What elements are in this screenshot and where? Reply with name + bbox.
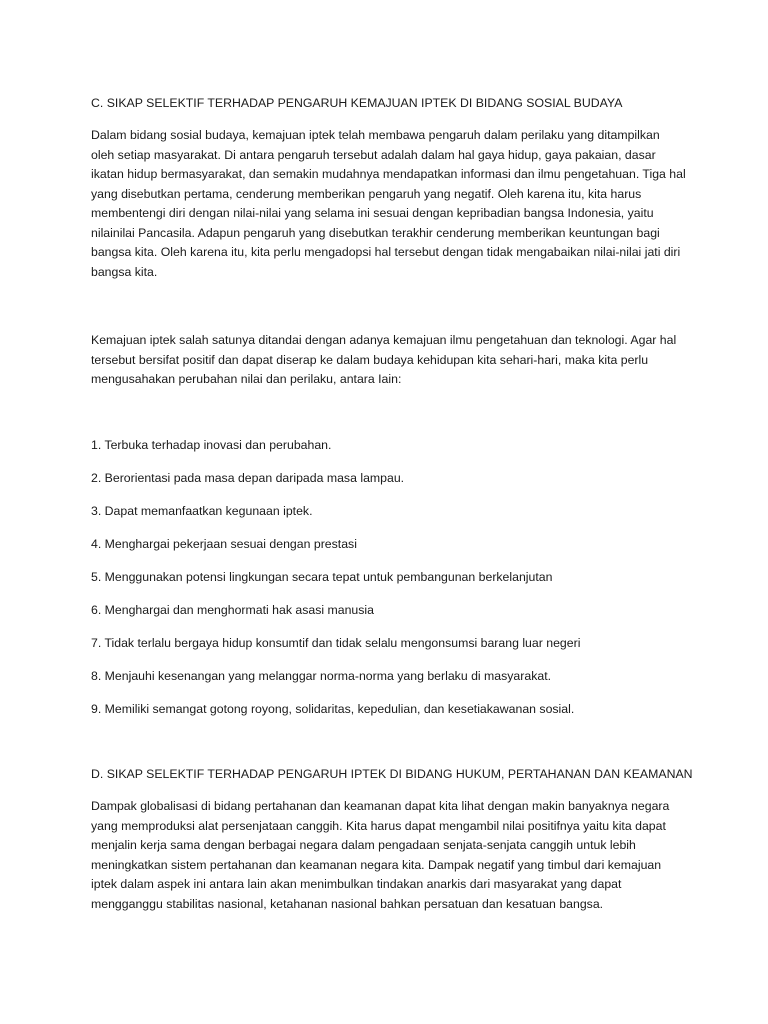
list-item: 7. Tidak terlalu bergaya hidup konsumtif dan tidak selalu mengonsumsi barang luar negeri xyxy=(91,636,581,650)
section-d-heading: D. SIKAP SELEKTIF TERHADAP PENGARUH IPTEK DI BIDANG HUKUM, PERTAHANAN DAN KEAMANAN xyxy=(91,767,693,781)
list-item: 1. Terbuka terhadap inovasi dan perubahan. xyxy=(91,438,332,452)
list-item: 6. Menghargai dan menghormati hak asasi manusia xyxy=(91,603,374,617)
section-c-paragraph-1: Dalam bidang sosial budaya, kemajuan iptek telah membawa pengaruh dalam perilaku yang ditampilkan oleh setiap masyarakat. Di antara pengaruh tersebut adalah dalam hal gaya hidup, gaya pakaian, dasar ikatan hidup bermasyarakat, dan semakin mudahnya mendapatkan informasi dan ilmu pengetahuan. Tiga hal yang disebutkan pertama, cenderung memberikan pengaruh yang negatif. Oleh karena itu, kita harus membentengi diri dengan nilai-nilai yang selama ini sesuai dengan kepribadian bangsa Indonesia, yaitu nilainilai Pancasila. Adapun pengaruh yang disebutkan terakhir cenderung memberikan keuntungan bagi bangsa kita. Oleh karena itu, kita perlu mengadopsi hal tersebut dengan tidak mengabaikan nilai-nilai jati diri bangsa kita. xyxy=(91,128,686,279)
list-item: 8. Menjauhi kesenangan yang melanggar norma-norma yang berlaku di masyarakat. xyxy=(91,669,552,683)
list-item: 3. Dapat memanfaatkan kegunaan iptek. xyxy=(91,504,313,518)
list-item: 5. Menggunakan potensi lingkungan secara tepat untuk pembangunan berkelanjutan xyxy=(91,570,553,584)
list-item: 9. Memiliki semangat gotong royong, solidaritas, kepedulian, dan kesetiakawanan sosial. xyxy=(91,702,575,716)
section-c-paragraph-2: Kemajuan iptek salah satunya ditandai dengan adanya kemajuan ilmu pengetahuan dan teknologi. Agar hal tersebut bersifat positif dan dapat diserap ke dalam budaya kehidupan kita sehari-hari, maka kita perlu mengusahakan perubahan nilai dan perilaku, antara Iain: xyxy=(91,333,677,386)
list-item: 4. Menghargai pekerjaan sesuai dengan prestasi xyxy=(91,537,357,551)
section-d-paragraph-1: Dampak globalisasi di bidang pertahanan dan keamanan dapat kita lihat dengan makin banyaknya negara yang memproduksi alat persenjataan canggih. Kita harus dapat mengambil nilai positifnya yaitu kita dapat menjalin kerja sama dengan berbagai negara dalam pengadaan senjata-senjata canggih untuk lebih meningkatkan sistem pertahanan dan keamanan negara kita. Dampak negatif yang timbul dari kemajuan iptek dalam aspek ini antara lain akan menimbulkan tindakan anarkis dari masyarakat yang dapat mengganggu stabilitas nasional, ketahanan nasional bahkan persatuan dan kesatuan bangsa. xyxy=(91,799,670,911)
section-c-heading: C. SIKAP SELEKTIF TERHADAP PENGARUH KEMAJUAN IPTEK DI BIDANG SOSIAL BUDAYA xyxy=(91,96,623,110)
list-item: 2. Berorientasi pada masa depan daripada masa lampau. xyxy=(91,471,405,485)
